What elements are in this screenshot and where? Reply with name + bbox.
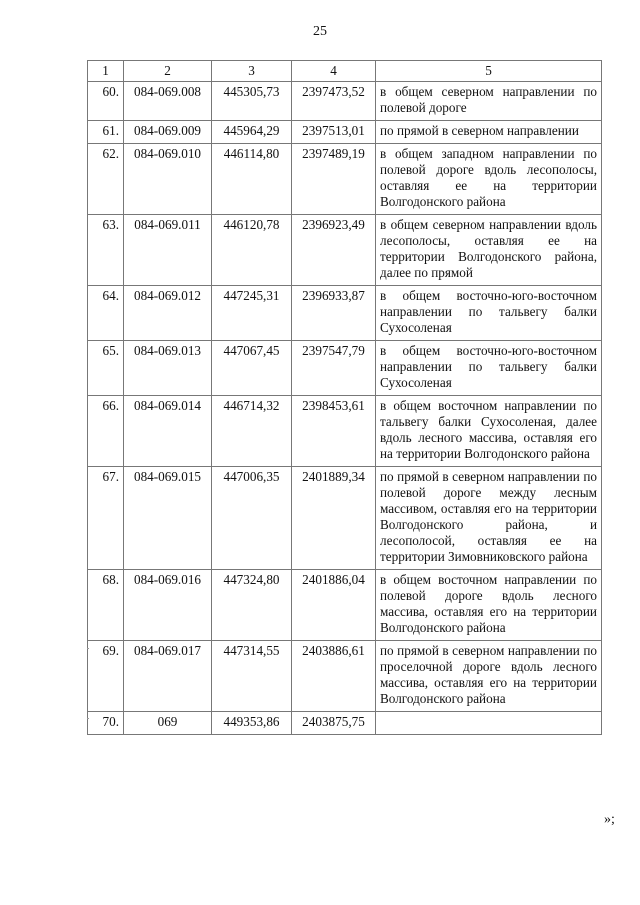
point-code-cell: 084-069.016 bbox=[124, 570, 212, 641]
row-number-cell: 70. bbox=[88, 712, 124, 735]
column-header: 1 bbox=[88, 61, 124, 82]
row-number-cell: 60. bbox=[88, 82, 124, 121]
coordinate-x-cell: 447324,80 bbox=[212, 570, 292, 641]
row-number-cell: 65. bbox=[88, 341, 124, 396]
coordinate-x-cell: 446114,80 bbox=[212, 144, 292, 215]
table-row bbox=[88, 286, 602, 341]
margin-mark bbox=[87, 648, 89, 649]
coordinate-x-cell: 447245,31 bbox=[212, 286, 292, 341]
table-row bbox=[88, 215, 602, 286]
boundary-points-table bbox=[87, 60, 602, 735]
coordinate-y-cell: 2401886,04 bbox=[292, 570, 376, 641]
coordinate-x-cell: 447314,55 bbox=[212, 641, 292, 712]
coordinate-y-cell: 2397473,52 bbox=[292, 82, 376, 121]
row-number-cell: 62. bbox=[88, 144, 124, 215]
table-row bbox=[88, 467, 602, 570]
point-code-cell: 084-069.013 bbox=[124, 341, 212, 396]
boundary-description-cell: по прямой в северном направлении по проселочной дороге вдоль лесного массива, оставляя его на территории Волгодонского района bbox=[376, 641, 602, 712]
row-number-cell: 64. bbox=[88, 286, 124, 341]
boundary-description-cell: по прямой в северном направлении по полевой дороге между лесным массивом, оставляя его на территории Волгодонского района, и лесополосой, оставляя ее на территории Зимовниковского района bbox=[376, 467, 602, 570]
table-row bbox=[88, 82, 602, 121]
row-number-cell: 69. bbox=[88, 641, 124, 712]
boundary-description-cell: в общем восточно-юго-восточном направлении по тальвегу балки Сухосоленая bbox=[376, 341, 602, 396]
table-header-row bbox=[88, 61, 602, 82]
column-header: 5 bbox=[376, 61, 602, 82]
table-row bbox=[88, 396, 602, 467]
coordinate-x-cell: 449353,86 bbox=[212, 712, 292, 735]
row-number-cell: 63. bbox=[88, 215, 124, 286]
boundary-description-cell: по прямой в северном направлении bbox=[376, 121, 602, 144]
coordinate-y-cell: 2397547,79 bbox=[292, 341, 376, 396]
coordinate-y-cell: 2403875,75 bbox=[292, 712, 376, 735]
row-number-cell: 61. bbox=[88, 121, 124, 144]
boundary-description-cell: в общем северном направлении по полевой дороге bbox=[376, 82, 602, 121]
point-code-cell: 084-069.009 bbox=[124, 121, 212, 144]
closing-quote-mark: »; bbox=[604, 812, 615, 827]
coordinate-x-cell: 446714,32 bbox=[212, 396, 292, 467]
column-header: 4 bbox=[292, 61, 376, 82]
column-header: 3 bbox=[212, 61, 292, 82]
point-code-cell: 084-069.008 bbox=[124, 82, 212, 121]
column-header: 2 bbox=[124, 61, 212, 82]
coordinate-y-cell: 2397489,19 bbox=[292, 144, 376, 215]
table-row bbox=[88, 144, 602, 215]
point-code-cell: 084-069.012 bbox=[124, 286, 212, 341]
boundary-description-cell bbox=[376, 712, 602, 735]
point-code-cell: 084-069.015 bbox=[124, 467, 212, 570]
row-number-cell: 67. bbox=[88, 467, 124, 570]
coordinate-x-cell: 445305,73 bbox=[212, 82, 292, 121]
coordinate-x-cell: 447067,45 bbox=[212, 341, 292, 396]
coordinate-y-cell: 2398453,61 bbox=[292, 396, 376, 467]
coordinate-y-cell: 2403886,61 bbox=[292, 641, 376, 712]
table-row bbox=[88, 341, 602, 396]
table-row bbox=[88, 570, 602, 641]
boundary-description-cell: в общем восточно-юго-восточном направлении по тальвегу балки Сухосоленая bbox=[376, 286, 602, 341]
table-row bbox=[88, 712, 602, 735]
coordinate-x-cell: 445964,29 bbox=[212, 121, 292, 144]
point-code-cell: 084-069.017 bbox=[124, 641, 212, 712]
point-code-cell: 069 bbox=[124, 712, 212, 735]
row-number-cell: 68. bbox=[88, 570, 124, 641]
row-number-cell: 66. bbox=[88, 396, 124, 467]
boundary-description-cell: в общем восточном направлении по полевой дороге вдоль лесного массива, оставляя его на территории Волгодонского района bbox=[376, 570, 602, 641]
page-number: 25 bbox=[313, 24, 327, 39]
coordinate-y-cell: 2401889,34 bbox=[292, 467, 376, 570]
point-code-cell: 084-069.011 bbox=[124, 215, 212, 286]
boundary-description-cell: в общем западном направлении по полевой дороге вдоль лесополосы, оставляя ее на территории Волгодонского района bbox=[376, 144, 602, 215]
coordinate-x-cell: 446120,78 bbox=[212, 215, 292, 286]
point-code-cell: 084-069.010 bbox=[124, 144, 212, 215]
coordinate-x-cell: 447006,35 bbox=[212, 467, 292, 570]
coordinate-y-cell: 2396923,49 bbox=[292, 215, 376, 286]
table-row bbox=[88, 641, 602, 712]
margin-mark bbox=[87, 718, 89, 719]
point-code-cell: 084-069.014 bbox=[124, 396, 212, 467]
boundary-description-cell: в общем северном направлении вдоль лесополосы, оставляя ее на территории Волгодонского района, далее по прямой bbox=[376, 215, 602, 286]
coordinate-y-cell: 2397513,01 bbox=[292, 121, 376, 144]
boundary-description-cell: в общем восточном направлении по тальвегу балки Сухосоленая, далее вдоль лесного массива, оставляя его на территории Волгодонского района bbox=[376, 396, 602, 467]
coordinate-y-cell: 2396933,87 bbox=[292, 286, 376, 341]
table-row bbox=[88, 121, 602, 144]
